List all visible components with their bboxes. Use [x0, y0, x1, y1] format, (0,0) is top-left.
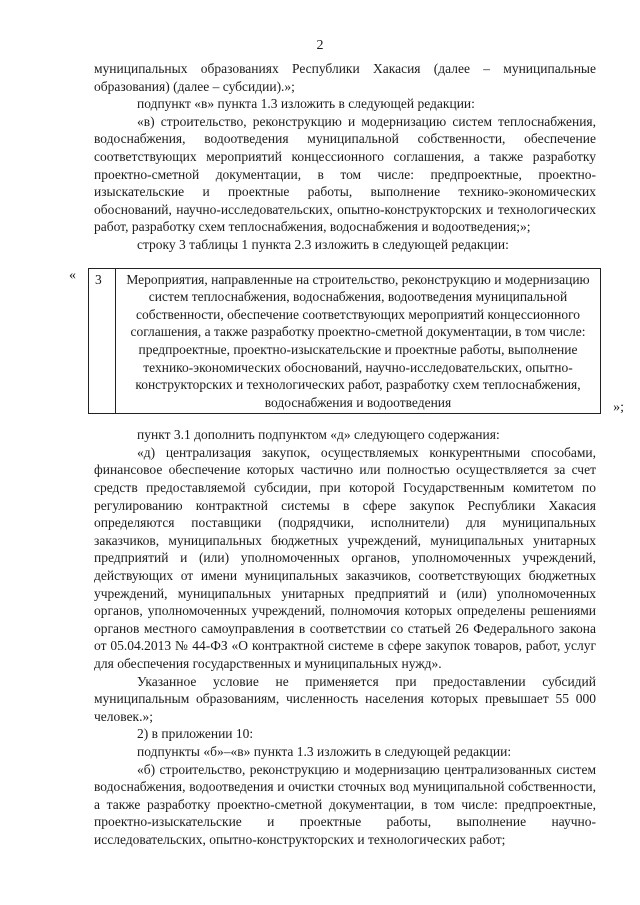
- paragraph-appendix-10: 2) в приложении 10:: [137, 726, 254, 742]
- table-open-quote: «: [69, 267, 76, 283]
- paragraph-subpoint-b: «б) строительство, реконструкцию и модернизацию централизованных систем водоснабжения, водоотведения и очистки сточных вод муниципальной собственности, а также разработку проектно-сметной документации, в том числе: предпроектные, проектно-изыскательские и проектные работы, выполнение научно-исследовательских, опытно-конструкторских и технологических работ;: [94, 761, 596, 847]
- paragraph-subpoint-d: «д) централизация закупок, осуществляемых конкурентными способами, финансовое обеспечение которых частично или полностью осуществляется за счет средств предоставляемой субсидии, при которой Государственным комитетом по регулированию контрактной системы в сфере закупок Республики Хакасия определяются поставщики (подрядчики, исполнители) для муниципальных заказчиков, муниципальных бюджетных учреждений, муниципальных унитарных предприятий и (или) уполномоченных органов, уполномоченных учреждений, действующих от имени муниципальных заказчиков, соответствующих бюджетных учреждений, муниципальных унитарных предприятий и (или) уполномоченных органов, уполномоченных учреждений, полномочия которых определены решениями органов местного самоуправления в соответствии со статьей 26 Федерального закона от 05.04.2013 № 44-ФЗ «О контрактной системе в сфере закупок товаров, работ, услуг для обеспечения государственных и муниципальных нужд».: [94, 444, 596, 671]
- table-row-text: Мероприятия, направленные на строительство, реконструкцию и модернизацию систем теплоснабжения, водоснабжения, водоотведения муниципальной собственности, обеспечение соответствующих мероприятий концессионного соглашения, а также разработку проектно-сметной документации, в том числе: предпроектные, проектно-изыскательские и проектные работы, выполнение технико-экономических обоснований, научно-исследовательских, опытно-конструкторских и технологических работ, разработку схем теплоснабжения, водоснабжения и водоотведения: [116, 268, 601, 414]
- amendment-table: [88, 268, 601, 415]
- table-close-quote: »;: [613, 400, 624, 416]
- table-row-number: 3: [89, 268, 116, 414]
- document-body: [69, 60, 624, 849]
- paragraph-subpoint-d-intro: пункт 3.1 дополнить подпунктом «д» следующего содержания:: [137, 427, 500, 443]
- paragraph-subpoint-v: «в) строительство, реконструкцию и модернизацию систем теплоснабжения, водоснабжения, водоотведения муниципальной собственности, обеспечение соответствующих мероприятий концессионного соглашения, а также разработку проектно-сметной документации, в том числе: предпроектные, проектно-изыскательские и проектные работы, выполнение технико-экономических обоснований, научно-исследовательских, опытно-конструкторских и технологических работ, разработку схем теплоснабжения, водоснабжения и водоотведения;»;: [94, 113, 596, 235]
- paragraph-subpoint-v-intro: подпункт «в» пункта 1.3 изложить в следующей редакции:: [137, 96, 475, 112]
- table-row: [89, 268, 601, 414]
- paragraph-table-intro: строку 3 таблицы 1 пункта 2.3 изложить в следующей редакции:: [137, 236, 509, 252]
- amendment-table-block: [69, 267, 624, 416]
- paragraph-continuation: муниципальных образованиях Республики Хакасия (далее – муниципальные образования) (далее – субсидии).»;: [94, 61, 596, 94]
- paragraph-condition: Указанное условие не применяется при предоставлении субсидий муниципальным образованиям, численность населения которых превышает 55 000 человек.»;: [94, 673, 596, 724]
- page-number: 2: [316, 38, 324, 53]
- paragraph-subpoints-b-v-intro: подпункты «б»–«в» пункта 1.3 изложить в следующей редакции:: [137, 743, 512, 759]
